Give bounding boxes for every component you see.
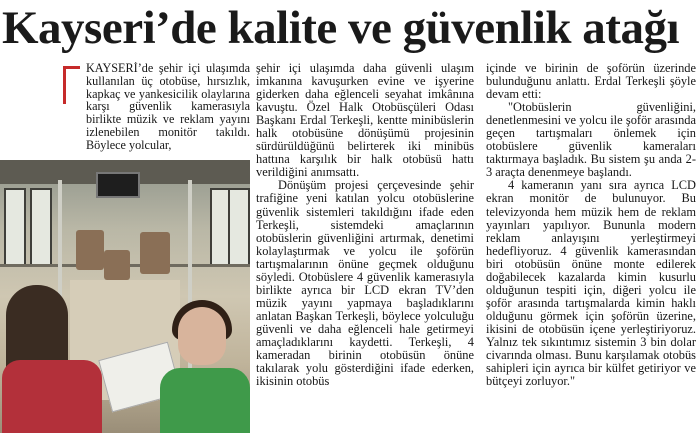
headline: Kayseri’de kalite ve güvenlik atağı xyxy=(2,2,680,54)
article-paragraph: şehir içi ulaşımda daha güvenli ulaşım imkanına kavuşurken evine ve işyerine giderken daha eğlenceli seyahat imkânına kavuştu. Özel Halk Otobüsçüleri Odası Başkanı Erdal Terkeşli, kentte minibüslerin halk otobüsüne dönüşümü projesinin sürdürüldüğünü belirterek iki minibüs hattına karşılık bir halk otobüsü hattı verildiğini anımsattı. xyxy=(256,62,474,180)
photo-window xyxy=(228,188,250,266)
article-paragraph: "Otobüslerin güvenliğini, denetlenmesini ve yolcu ile şoför arasında geçen tartışmaları önlemek için otobüslere güvenlik kameraları taktırmaya başladık. Bu sistem şu anda 2-3 araçta denenmeye başlandı. xyxy=(486,100,696,180)
article-paragraph: içinde ve birinin de şoförün üzerinde bulunduğunu anlattı. Erdal Terkeşli şöyle devam etti: xyxy=(486,62,696,102)
article-paragraph: 4 kameranın yanı sıra ayrıca LCD ekran monitör de bulunuyor. Bu televizyonda hem müzik hem de reklam yayınları yapılıyor. Bununla modern reklam anlayışını yerleştirmeyi hedefliyoruz. 4 güvenlik kamerasından biri otobüsün önüne monte edilerek doğabilecek kazalarda kimin kusurlu olduğunun tespiti için, diğeri yolcu ile şoför arasında tartışmalarda kimin haklı olduğunu görmek için şoförün üzerine, ikisini de otobüsün içene yerleştiriyoruz. Yalnız tek sıkıntımız sistemin 3 bin dolar civarında olması. Bunu karşılamak otobüs sahipleri için ayrıca bir külfet getiriyor ve bütçeyi zorluyor." xyxy=(486,178,696,389)
photo-passenger-right-face xyxy=(178,307,226,365)
article-column-2 xyxy=(256,62,474,433)
photo-seat xyxy=(140,232,170,274)
photo-seat xyxy=(104,250,130,280)
photo-window xyxy=(30,188,52,266)
article-paragraph: Dönüşüm projesi çerçevesinde şehir trafiğine yeni katılan yolcu otobüslerine güvenlik sistemleri takıldığını ifade eden Terkeşli, sistemdeki amaçlarının otobüslerin güvenliğini artırmak, denetimi kolaylaştırmak ve yolcu ile şoförün tartışmalarının önüne geçmek olduğunu söyledi. Otobüslere 4 güvenlik kamerasıyla birlikte ayrıca bir LCD ekran TV’den müzik yayını yapmaya başladıklarını anlatan Başkan Terkeşli, böylece yolculuğu güvenli ve daha eğlenceli hale getirmeyi amaçladıklarını kaydetti. Terkeşli, 4 kameradan birinin otobüsün önüne takılarak yolu gösterdiğini ifade ederken, ikisinin otobüs xyxy=(256,178,474,389)
bus-interior-photo xyxy=(0,160,250,433)
photo-seat xyxy=(76,230,104,270)
article-paragraph: KAYSERİ’de şehir içi ulaşımda kullanılan üç otobüse, hırsızlık, kapkaç ve yankesicilik olaylarına karşı güvenlik kamerasıyla birlikte müzik ve reklam yayını izlenebilen monitör takıldı. Böylece yolcular, xyxy=(86,62,250,152)
article-column-3 xyxy=(486,62,696,433)
photo-lcd-monitor xyxy=(96,172,140,198)
photo-passenger-right-body xyxy=(160,368,250,433)
photo-window xyxy=(4,188,26,266)
photo-passenger-left-body xyxy=(2,360,102,433)
article-column-1 xyxy=(50,62,250,162)
